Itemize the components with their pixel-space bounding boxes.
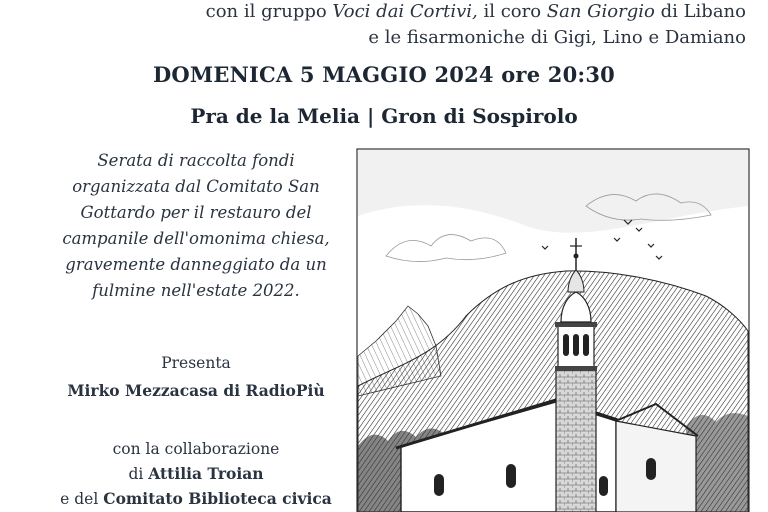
description-line: campanile dell'omonima chiesa, xyxy=(62,229,330,248)
tower-cornice xyxy=(555,366,597,371)
spire-ball xyxy=(574,254,579,259)
church-with-bell-tower-drawing-icon xyxy=(356,146,750,512)
bell-tower xyxy=(556,368,596,512)
belfry-cornice xyxy=(555,322,597,327)
choir-name: San Giorgio xyxy=(546,1,655,22)
collaboration-label: con la collaborazione xyxy=(112,440,280,458)
description-line: Gottardo per il restauro del xyxy=(80,203,312,222)
description-line: organizzata dal Comitato San xyxy=(72,177,320,196)
event-place: Pra de la Melia | Gron di Sospirolo xyxy=(190,104,578,128)
presenter-name: Mirko Mezzacasa di RadioPiù xyxy=(67,381,325,400)
belfry-opening xyxy=(573,334,579,356)
church-window xyxy=(506,464,516,488)
collaborator-line: di Attilia Troian xyxy=(128,464,264,483)
description-line: gravemente danneggiato da un xyxy=(65,255,327,274)
church-window xyxy=(646,458,656,480)
group-name: Voci dai Cortivi, xyxy=(332,1,478,22)
performers-line-2: e le fisarmoniche di Gigi, Lino e Damiano xyxy=(368,27,746,48)
event-date: DOMENICA 5 MAGGIO 2024 ore 20:30 xyxy=(153,62,615,87)
description-line: Serata di raccolta fondi xyxy=(97,151,295,170)
church-window xyxy=(434,474,444,496)
event-description xyxy=(36,148,356,304)
performers-line-1: con il gruppo Voci dai Cortivi, il coro San Giorgio di Libano xyxy=(205,1,746,22)
belfry-opening xyxy=(583,334,589,356)
collaborator-org-line: e del Comitato Biblioteca civica xyxy=(60,489,332,508)
belfry-opening xyxy=(563,334,569,356)
presenter-label: Presenta xyxy=(161,354,231,372)
church-window xyxy=(599,476,608,496)
collaborator-org-name: Comitato Biblioteca civica xyxy=(103,489,332,508)
collaborator-name: Attilia Troian xyxy=(148,464,264,483)
description-line: fulmine nell'estate 2022. xyxy=(92,281,300,300)
